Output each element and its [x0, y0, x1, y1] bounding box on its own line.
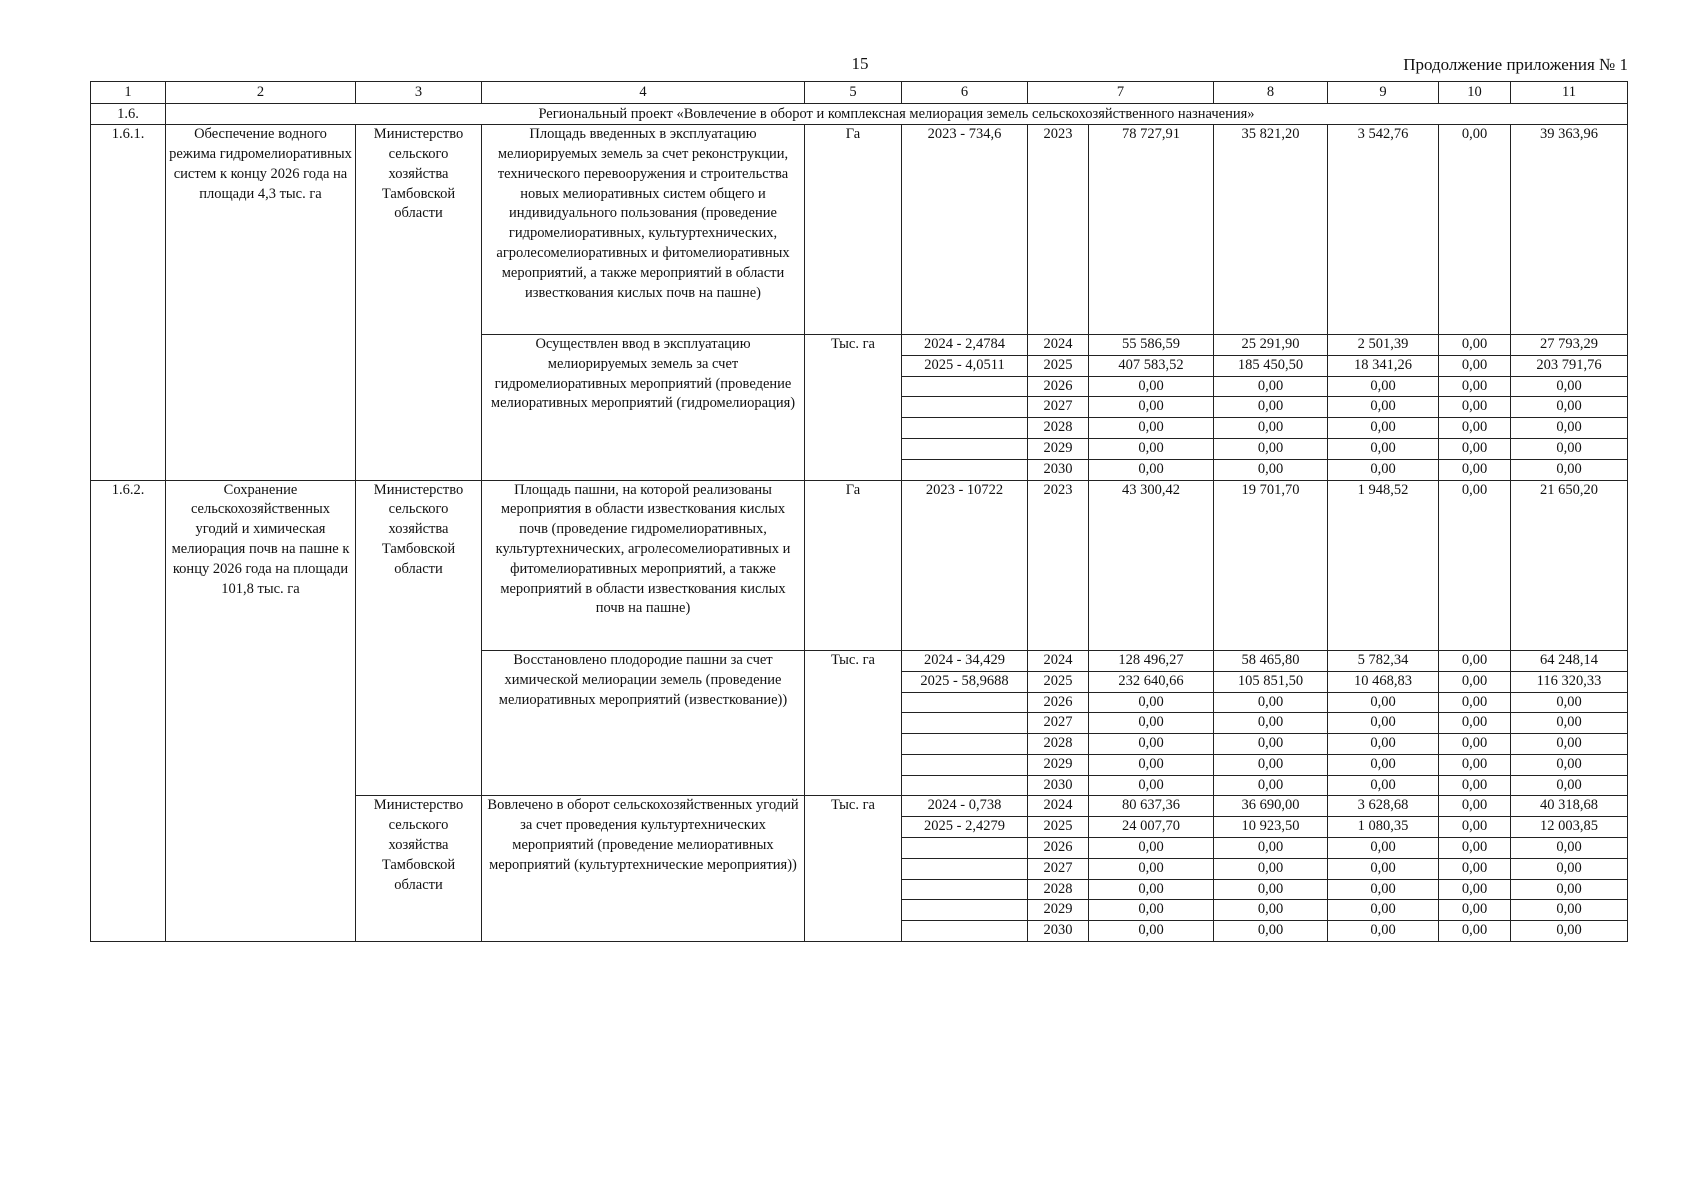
amount-cell: 0,00	[1214, 734, 1328, 755]
amount-cell: 0,00	[1439, 796, 1511, 817]
target-value	[902, 692, 1028, 713]
amount-cell: 64 248,14	[1511, 650, 1628, 671]
amount-cell: 0,00	[1328, 838, 1439, 859]
indicator-text: Вовлечено в оборот сельскохозяйственных угодий за счет проведения культуртехнических мероприятий (проведение мелиоративных мероприятий (культуртехнические мероприятия))	[482, 796, 805, 942]
column-header: 5	[805, 82, 902, 104]
amount-cell: 0,00	[1214, 858, 1328, 879]
amount-cell: 0,00	[1439, 713, 1511, 734]
amount-cell: 0,00	[1089, 754, 1214, 775]
item-name: Сохранение сельскохозяйственных угодий и химическая мелиорация почв на пашне к концу 2026 года на площади 101,8 тыс. га	[166, 480, 356, 941]
amount-cell: 0,00	[1439, 397, 1511, 418]
amount-cell: 80 637,36	[1089, 796, 1214, 817]
amount-cell: 0,00	[1511, 879, 1628, 900]
amount-cell: 0,00	[1439, 480, 1511, 650]
column-header: 1	[91, 82, 166, 104]
year-cell: 2030	[1028, 921, 1089, 942]
target-value	[902, 397, 1028, 418]
target-value	[902, 775, 1028, 796]
amount-cell: 0,00	[1089, 439, 1214, 460]
amount-cell: 0,00	[1511, 713, 1628, 734]
amount-cell: 0,00	[1214, 713, 1328, 734]
target-value	[902, 713, 1028, 734]
column-header: 3	[356, 82, 482, 104]
year-cell: 2029	[1028, 754, 1089, 775]
amount-cell: 0,00	[1089, 879, 1214, 900]
continuation-note: Продолжение приложения № 1	[1403, 55, 1628, 74]
year-cell: 2024	[1028, 796, 1089, 817]
amount-cell: 0,00	[1439, 671, 1511, 692]
amount-cell: 0,00	[1439, 879, 1511, 900]
amount-cell: 0,00	[1328, 376, 1439, 397]
amount-cell: 0,00	[1439, 900, 1511, 921]
amount-cell: 3 542,76	[1328, 125, 1439, 335]
column-header: 2	[166, 82, 356, 104]
amount-cell: 0,00	[1214, 459, 1328, 480]
amount-cell: 0,00	[1439, 418, 1511, 439]
year-cell: 2027	[1028, 858, 1089, 879]
amount-cell: 0,00	[1511, 439, 1628, 460]
amount-cell: 203 791,76	[1511, 355, 1628, 376]
year-cell: 2030	[1028, 459, 1089, 480]
amount-cell: 0,00	[1328, 397, 1439, 418]
amount-cell: 0,00	[1511, 459, 1628, 480]
column-header: 6	[902, 82, 1028, 104]
amount-cell: 0,00	[1511, 775, 1628, 796]
amount-cell: 0,00	[1328, 900, 1439, 921]
year-cell: 2024	[1028, 335, 1089, 356]
amount-cell: 0,00	[1439, 775, 1511, 796]
amount-cell: 0,00	[1439, 817, 1511, 838]
amount-cell: 0,00	[1089, 397, 1214, 418]
amount-cell: 0,00	[1511, 397, 1628, 418]
target-value: 2023 - 734,6	[902, 125, 1028, 335]
amount-cell: 0,00	[1511, 838, 1628, 859]
indicator-unit: Га	[805, 125, 902, 335]
amount-cell: 0,00	[1328, 459, 1439, 480]
responsible-ministry: Министерство сельского хозяйства Тамбовской области	[356, 480, 482, 796]
amount-cell: 0,00	[1089, 900, 1214, 921]
section-code: 1.6.	[91, 103, 166, 125]
year-cell: 2029	[1028, 439, 1089, 460]
responsible-ministry: Министерство сельского хозяйства Тамбовской области	[356, 796, 482, 942]
amount-cell: 12 003,85	[1511, 817, 1628, 838]
target-value: 2024 - 34,429	[902, 650, 1028, 671]
amount-cell: 0,00	[1439, 355, 1511, 376]
target-value: 2025 - 2,4279	[902, 817, 1028, 838]
target-value: 2024 - 0,738	[902, 796, 1028, 817]
target-value	[902, 439, 1028, 460]
amount-cell: 0,00	[1511, 692, 1628, 713]
column-header: 10	[1439, 82, 1511, 104]
amount-cell: 0,00	[1511, 734, 1628, 755]
amount-cell: 0,00	[1439, 921, 1511, 942]
amount-cell: 0,00	[1439, 858, 1511, 879]
column-header: 9	[1328, 82, 1439, 104]
column-header: 7	[1028, 82, 1214, 104]
amount-cell: 0,00	[1511, 376, 1628, 397]
amount-cell: 40 318,68	[1511, 796, 1628, 817]
column-header-row	[91, 82, 1628, 104]
year-cell: 2026	[1028, 692, 1089, 713]
amount-cell: 39 363,96	[1511, 125, 1628, 335]
amount-cell: 0,00	[1439, 838, 1511, 859]
column-header: 4	[482, 82, 805, 104]
amount-cell: 0,00	[1439, 650, 1511, 671]
indicator-unit: Тыс. га	[805, 796, 902, 942]
amount-cell: 0,00	[1511, 858, 1628, 879]
amount-cell: 0,00	[1214, 397, 1328, 418]
indicator-unit: Тыс. га	[805, 650, 902, 796]
year-cell: 2027	[1028, 713, 1089, 734]
amount-cell: 0,00	[1328, 879, 1439, 900]
amount-cell: 0,00	[1214, 754, 1328, 775]
amount-cell: 0,00	[1511, 900, 1628, 921]
amount-cell: 0,00	[1439, 125, 1511, 335]
amount-cell: 1 948,52	[1328, 480, 1439, 650]
amount-cell: 0,00	[1439, 439, 1511, 460]
table-body	[91, 82, 1628, 942]
year-cell: 2025	[1028, 817, 1089, 838]
amount-cell: 0,00	[1511, 754, 1628, 775]
amount-cell: 0,00	[1328, 754, 1439, 775]
amount-cell: 0,00	[1439, 734, 1511, 755]
amount-cell: 0,00	[1328, 858, 1439, 879]
amount-cell: 21 650,20	[1511, 480, 1628, 650]
amount-cell: 0,00	[1089, 692, 1214, 713]
target-value	[902, 734, 1028, 755]
responsible-ministry: Министерство сельского хозяйства Тамбовской области	[356, 125, 482, 480]
target-value	[902, 921, 1028, 942]
amount-cell: 10 468,83	[1328, 671, 1439, 692]
amount-cell: 25 291,90	[1214, 335, 1328, 356]
amount-cell: 0,00	[1328, 418, 1439, 439]
amount-cell: 0,00	[1214, 879, 1328, 900]
column-header: 8	[1214, 82, 1328, 104]
amount-cell: 0,00	[1328, 921, 1439, 942]
indicator-text: Площадь введенных в эксплуатацию мелиорируемых земель за счет реконструкции, технического перевооружения и строительства новых мелиоративных систем общего и индивидуального пользования (проведение гидромелиоративных, культуртехнических, агролесомелиоративных и фитомелиоративных мероприятий, а также мероприятий в области известкования кислых почв на пашне)	[482, 125, 805, 335]
amount-cell: 55 586,59	[1089, 335, 1214, 356]
indicator-text: Площадь пашни, на которой реализованы мероприятия в области известкования кислых почв (проведение гидромелиоративных, культуртехнических, агролесомелиоративных и фитомелиоративных мероприятий, а также мероприятий в области известкования кислых почв на пашне)	[482, 480, 805, 650]
target-value	[902, 459, 1028, 480]
amount-cell: 27 793,29	[1511, 335, 1628, 356]
amount-cell: 128 496,27	[1089, 650, 1214, 671]
amount-cell: 0,00	[1328, 692, 1439, 713]
amount-cell: 185 450,50	[1214, 355, 1328, 376]
year-cell: 2027	[1028, 397, 1089, 418]
amount-cell: 43 300,42	[1089, 480, 1214, 650]
amount-cell: 0,00	[1214, 439, 1328, 460]
amount-cell: 232 640,66	[1089, 671, 1214, 692]
indicator-text: Восстановлено плодородие пашни за счет химической мелиорации земель (проведение мелиоративных мероприятий (известкование))	[482, 650, 805, 796]
amount-cell: 0,00	[1089, 775, 1214, 796]
amount-cell: 0,00	[1511, 921, 1628, 942]
amount-cell: 0,00	[1089, 921, 1214, 942]
year-cell: 2024	[1028, 650, 1089, 671]
amount-cell: 2 501,39	[1328, 335, 1439, 356]
indicator-unit: Тыс. га	[805, 335, 902, 481]
amount-cell: 58 465,80	[1214, 650, 1328, 671]
funding-table	[90, 81, 1628, 942]
amount-cell: 5 782,34	[1328, 650, 1439, 671]
amount-cell: 0,00	[1089, 838, 1214, 859]
amount-cell: 0,00	[1439, 754, 1511, 775]
amount-cell: 0,00	[1214, 921, 1328, 942]
target-value	[902, 418, 1028, 439]
amount-cell: 0,00	[1439, 459, 1511, 480]
amount-cell: 0,00	[1214, 376, 1328, 397]
amount-cell: 0,00	[1089, 858, 1214, 879]
year-cell: 2026	[1028, 838, 1089, 859]
target-value: 2023 - 10722	[902, 480, 1028, 650]
target-value	[902, 858, 1028, 879]
section-title: Региональный проект «Вовлечение в оборот и комплексная мелиорация земель сельскохозяйственного назначения»	[166, 103, 1628, 125]
amount-cell: 0,00	[1089, 376, 1214, 397]
amount-cell: 0,00	[1439, 692, 1511, 713]
amount-cell: 78 727,91	[1089, 125, 1214, 335]
amount-cell: 10 923,50	[1214, 817, 1328, 838]
target-value	[902, 754, 1028, 775]
indicator-text: Осуществлен ввод в эксплуатацию мелиорируемых земель за счет гидромелиоративных мероприятий (проведение мелиоративных мероприятий (гидромелиорация)	[482, 335, 805, 481]
section-row	[91, 103, 1628, 125]
amount-cell: 36 690,00	[1214, 796, 1328, 817]
amount-cell: 0,00	[1214, 418, 1328, 439]
amount-cell: 0,00	[1328, 439, 1439, 460]
page-number: 15	[851, 54, 869, 73]
amount-cell: 0,00	[1328, 775, 1439, 796]
table-row	[91, 125, 1628, 335]
year-cell: 2028	[1028, 879, 1089, 900]
target-value	[902, 838, 1028, 859]
amount-cell: 0,00	[1089, 734, 1214, 755]
item-code: 1.6.1.	[91, 125, 166, 480]
year-cell: 2029	[1028, 900, 1089, 921]
amount-cell: 105 851,50	[1214, 671, 1328, 692]
item-code: 1.6.2.	[91, 480, 166, 941]
year-cell: 2030	[1028, 775, 1089, 796]
table-row	[91, 480, 1628, 650]
year-cell: 2028	[1028, 418, 1089, 439]
target-value	[902, 900, 1028, 921]
year-cell: 2025	[1028, 355, 1089, 376]
amount-cell: 0,00	[1214, 838, 1328, 859]
amount-cell: 24 007,70	[1089, 817, 1214, 838]
amount-cell: 3 628,68	[1328, 796, 1439, 817]
item-name: Обеспечение водного режима гидромелиоративных систем к концу 2026 года на площади 4,3 тыс. га	[166, 125, 356, 480]
amount-cell: 18 341,26	[1328, 355, 1439, 376]
amount-cell: 0,00	[1511, 418, 1628, 439]
amount-cell: 0,00	[1089, 459, 1214, 480]
indicator-unit: Га	[805, 480, 902, 650]
amount-cell: 19 701,70	[1214, 480, 1328, 650]
target-value	[902, 376, 1028, 397]
target-value: 2024 - 2,4784	[902, 335, 1028, 356]
column-header: 11	[1511, 82, 1628, 104]
amount-cell: 0,00	[1214, 692, 1328, 713]
target-value	[902, 879, 1028, 900]
amount-cell: 0,00	[1214, 775, 1328, 796]
amount-cell: 0,00	[1328, 713, 1439, 734]
amount-cell: 35 821,20	[1214, 125, 1328, 335]
amount-cell: 0,00	[1439, 335, 1511, 356]
year-cell: 2023	[1028, 125, 1089, 335]
amount-cell: 0,00	[1439, 376, 1511, 397]
year-cell: 2028	[1028, 734, 1089, 755]
target-value: 2025 - 58,9688	[902, 671, 1028, 692]
amount-cell: 1 080,35	[1328, 817, 1439, 838]
amount-cell: 0,00	[1328, 734, 1439, 755]
year-cell: 2026	[1028, 376, 1089, 397]
amount-cell: 0,00	[1089, 418, 1214, 439]
amount-cell: 407 583,52	[1089, 355, 1214, 376]
year-cell: 2025	[1028, 671, 1089, 692]
amount-cell: 0,00	[1214, 900, 1328, 921]
year-cell: 2023	[1028, 480, 1089, 650]
amount-cell: 116 320,33	[1511, 671, 1628, 692]
target-value: 2025 - 4,0511	[902, 355, 1028, 376]
amount-cell: 0,00	[1089, 713, 1214, 734]
